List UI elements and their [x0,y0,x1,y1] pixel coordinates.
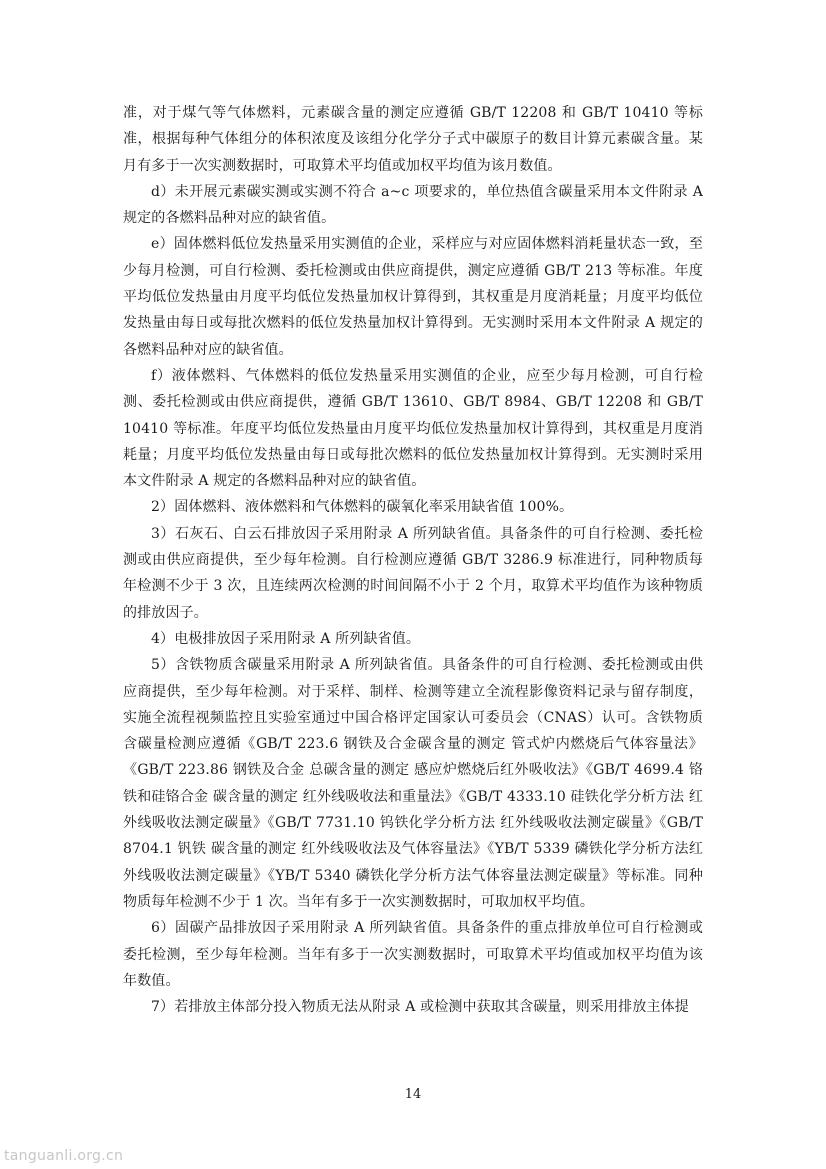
document-body [123,100,703,1020]
paragraph-9: 6）固碳产品排放因子采用附录 A 所列缺省值。具备条件的重点排放单位可自行检测或委托检测，至少每年检测。当年有多于一次实测数据时，可取算术平均值或加权平均值为该年数值。 [123,920,703,989]
paragraph-1: 准，对于煤气等气体燃料，元素碳含量的测定应遵循 GB/T 12208 和 GB/T 10410 等标准，根据每种气体组分的体积浓度及该组分化学分子式中碳原子的数目计算元素碳含量。某月有多于一次实测数据时，可取算术平均值或加权平均值为该月数值。 [123,105,703,174]
watermark: tanguanli.org.cn [4,1148,124,1164]
paragraph-8: 5）含铁物质含碳量采用附录 A 所列缺省值。具备条件的可自行检测、委托检测或由供应商提供，至少每年检测。对于采样、制样、检测等建立全流程影像资料记录与留存制度，实施全流程视频监控且实验室通过中国合格评定国家认可委员会（CNAS）认可。含铁物质含碳量检测应遵循《GB/T 223.6 钢铁及合金碳含量的测定 管式炉内燃烧后气体容量法》《GB/T 223.86 钢铁及合金 总碳含量的测定 感应炉燃烧后红外吸收法》《GB/T 4699.4 铬铁和硅铬合金 碳含量的测定 红外线吸收法和重量法》《GB/T 4333.10 硅铁化学分析方法 红外线吸收法测定碳量》《GB/T 7731.10 钨铁化学分析方法 红外线吸收法测定碳量》《GB/T 8704.1 钒铁 碳含量的测定 红外线吸收法及气体容量法》《YB/T 5339 磷铁化学分析方法红外线吸收法测定碳量》《YB/T 5340 磷铁化学分析方法气体容量法测定碳量》等标准。同种物质每年检测不少于 1 次。当年有多于一次实测数据时，可取加权平均值。 [123,657,703,910]
page-number: 14 [404,1087,422,1102]
paragraph-7: 4）电极排放因子采用附录 A 所列缺省值。 [151,630,421,647]
paragraph-2: d）未开展元素碳实测或实测不符合 a~c 项要求的，单位热值含碳量采用本文件附录 A 规定的各燃料品种对应的缺省值。 [123,183,703,227]
paragraph-10: 7）若排放主体部分投入物质无法从附录 A 或检测中获取其含碳量，则采用排放主体提 [151,999,689,1016]
paragraph-4: f）液体燃料、气体燃料的低位发热量采用实测值的企业，应至少每月检测，可自行检测、委托检测或由供应商提供，遵循 GB/T 13610、GB/T 8984、GB/T 12208 和 GB/T 10410 等标准。年度平均低位发热量由月度平均低位发热量加权计算得到，其权重是月度消耗量；月度平均低位发热量由每日或每批次燃料的低位发热量加权计算得到。无实测时采用本文件附录 A 规定的各燃料品种对应的缺省值。 [123,367,703,490]
paragraph-5: 2）固体燃料、液体燃料和气体燃料的碳氧化率采用缺省值 100%。 [151,499,574,516]
paragraph-6: 3）石灰石、白云石排放因子采用附录 A 所列缺省值。具备条件的可自行检测、委托检测或由供应商提供，至少每年检测。自行检测应遵循 GB/T 3286.9 标准进行，同种物质每年检测不少于 3 次，且连续两次检测的时间间隔不小于 2 个月，取算术平均值作为该种物质的排放因子。 [123,525,703,621]
paragraph-3: e）固体燃料低位发热量采用实测值的企业，采样应与对应固体燃料消耗量状态一致，至少每月检测，可自行检测、委托检测或由供应商提供，测定应遵循 GB/T 213 等标准。年度平均低位发热量由月度平均低位发热量加权计算得到，其权重是月度消耗量；月度平均低位发热量由每日或每批次燃料的低位发热量加权计算得到。无实测时采用本文件附录 A 规定的各燃料品种对应的缺省值。 [123,236,703,358]
